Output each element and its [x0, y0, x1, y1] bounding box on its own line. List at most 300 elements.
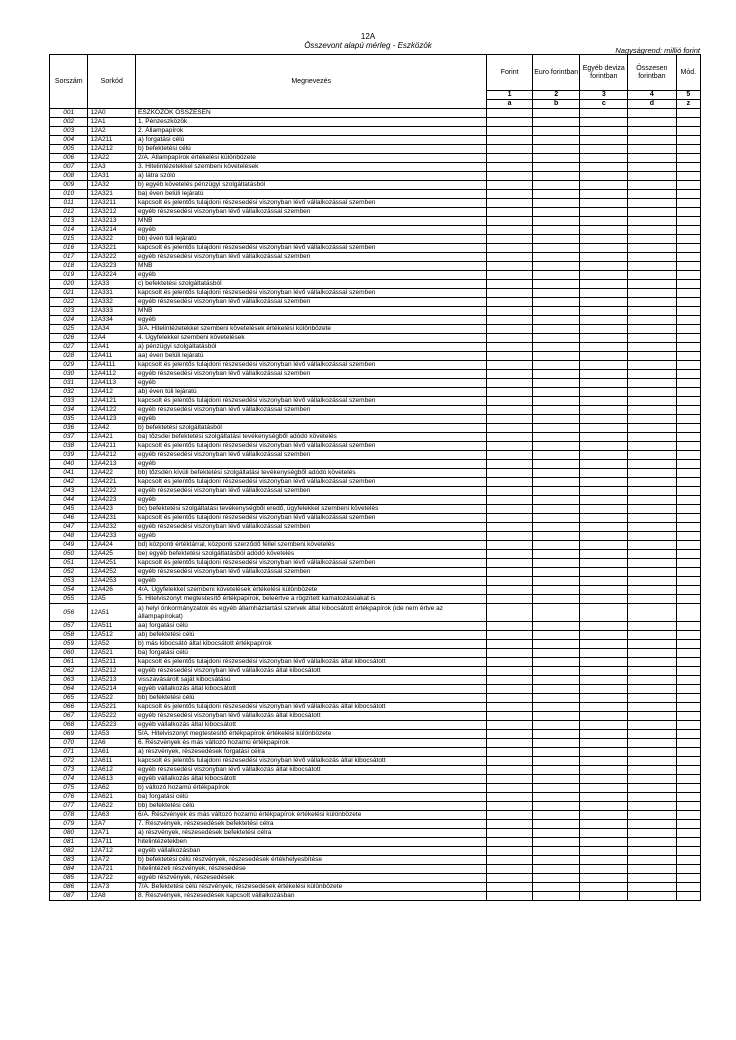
value-cell-mod[interactable] — [676, 811, 700, 820]
value-cell-deviza[interactable] — [580, 847, 628, 856]
value-cell-euro[interactable] — [532, 658, 580, 667]
value-cell-euro[interactable] — [532, 289, 580, 298]
value-cell-deviza[interactable] — [580, 379, 628, 388]
value-cell-mod[interactable] — [676, 640, 700, 649]
value-cell-euro[interactable] — [532, 649, 580, 658]
value-cell-deviza[interactable] — [580, 145, 628, 154]
value-cell-deviza[interactable] — [580, 865, 628, 874]
value-cell-mod[interactable] — [676, 649, 700, 658]
value-cell-euro[interactable] — [532, 604, 580, 622]
value-cell-euro[interactable] — [532, 676, 580, 685]
value-cell-euro[interactable] — [532, 478, 580, 487]
value-cell-deviza[interactable] — [580, 532, 628, 541]
value-cell-euro[interactable] — [532, 550, 580, 559]
value-cell-osszesen[interactable] — [628, 550, 677, 559]
value-cell-osszesen[interactable] — [628, 307, 677, 316]
value-cell-deviza[interactable] — [580, 784, 628, 793]
value-cell-deviza[interactable] — [580, 469, 628, 478]
value-cell-euro[interactable] — [532, 379, 580, 388]
value-cell-deviza[interactable] — [580, 523, 628, 532]
value-cell-osszesen[interactable] — [628, 757, 677, 766]
value-cell-osszesen[interactable] — [628, 739, 677, 748]
value-cell-deviza[interactable] — [580, 595, 628, 604]
value-cell-forint[interactable] — [487, 883, 533, 892]
value-cell-forint[interactable] — [487, 487, 533, 496]
value-cell-mod[interactable] — [676, 370, 700, 379]
value-cell-euro[interactable] — [532, 109, 580, 118]
value-cell-mod[interactable] — [676, 595, 700, 604]
value-cell-mod[interactable] — [676, 892, 700, 901]
value-cell-osszesen[interactable] — [628, 334, 677, 343]
value-cell-mod[interactable] — [676, 586, 700, 595]
value-cell-mod[interactable] — [676, 631, 700, 640]
value-cell-osszesen[interactable] — [628, 847, 677, 856]
value-cell-mod[interactable] — [676, 568, 700, 577]
value-cell-euro[interactable] — [532, 775, 580, 784]
value-cell-mod[interactable] — [676, 361, 700, 370]
value-cell-deviza[interactable] — [580, 433, 628, 442]
value-cell-osszesen[interactable] — [628, 622, 677, 631]
value-cell-mod[interactable] — [676, 208, 700, 217]
value-cell-euro[interactable] — [532, 361, 580, 370]
value-cell-osszesen[interactable] — [628, 298, 677, 307]
value-cell-deviza[interactable] — [580, 694, 628, 703]
value-cell-osszesen[interactable] — [628, 415, 677, 424]
value-cell-osszesen[interactable] — [628, 496, 677, 505]
value-cell-mod[interactable] — [676, 127, 700, 136]
value-cell-deviza[interactable] — [580, 685, 628, 694]
value-cell-deviza[interactable] — [580, 667, 628, 676]
value-cell-osszesen[interactable] — [628, 604, 677, 622]
value-cell-mod[interactable] — [676, 829, 700, 838]
value-cell-mod[interactable] — [676, 397, 700, 406]
value-cell-euro[interactable] — [532, 460, 580, 469]
value-cell-forint[interactable] — [487, 577, 533, 586]
value-cell-forint[interactable] — [487, 793, 533, 802]
value-cell-osszesen[interactable] — [628, 775, 677, 784]
value-cell-forint[interactable] — [487, 181, 533, 190]
value-cell-osszesen[interactable] — [628, 280, 677, 289]
value-cell-osszesen[interactable] — [628, 676, 677, 685]
value-cell-mod[interactable] — [676, 136, 700, 145]
value-cell-deviza[interactable] — [580, 181, 628, 190]
value-cell-deviza[interactable] — [580, 361, 628, 370]
value-cell-mod[interactable] — [676, 451, 700, 460]
value-cell-mod[interactable] — [676, 478, 700, 487]
value-cell-forint[interactable] — [487, 676, 533, 685]
value-cell-deviza[interactable] — [580, 514, 628, 523]
value-cell-forint[interactable] — [487, 649, 533, 658]
value-cell-forint[interactable] — [487, 802, 533, 811]
value-cell-osszesen[interactable] — [628, 532, 677, 541]
value-cell-euro[interactable] — [532, 163, 580, 172]
value-cell-mod[interactable] — [676, 712, 700, 721]
value-cell-forint[interactable] — [487, 280, 533, 289]
value-cell-euro[interactable] — [532, 433, 580, 442]
value-cell-osszesen[interactable] — [628, 181, 677, 190]
value-cell-forint[interactable] — [487, 316, 533, 325]
value-cell-deviza[interactable] — [580, 631, 628, 640]
value-cell-deviza[interactable] — [580, 118, 628, 127]
value-cell-euro[interactable] — [532, 622, 580, 631]
value-cell-deviza[interactable] — [580, 658, 628, 667]
value-cell-forint[interactable] — [487, 892, 533, 901]
value-cell-mod[interactable] — [676, 487, 700, 496]
value-cell-deviza[interactable] — [580, 109, 628, 118]
value-cell-euro[interactable] — [532, 802, 580, 811]
value-cell-forint[interactable] — [487, 838, 533, 847]
value-cell-mod[interactable] — [676, 496, 700, 505]
value-cell-euro[interactable] — [532, 784, 580, 793]
value-cell-euro[interactable] — [532, 856, 580, 865]
value-cell-osszesen[interactable] — [628, 766, 677, 775]
value-cell-deviza[interactable] — [580, 748, 628, 757]
value-cell-osszesen[interactable] — [628, 118, 677, 127]
value-cell-deviza[interactable] — [580, 757, 628, 766]
value-cell-osszesen[interactable] — [628, 325, 677, 334]
value-cell-forint[interactable] — [487, 523, 533, 532]
value-cell-mod[interactable] — [676, 190, 700, 199]
value-cell-forint[interactable] — [487, 739, 533, 748]
value-cell-euro[interactable] — [532, 244, 580, 253]
value-cell-deviza[interactable] — [580, 316, 628, 325]
value-cell-euro[interactable] — [532, 685, 580, 694]
value-cell-deviza[interactable] — [580, 874, 628, 883]
value-cell-forint[interactable] — [487, 712, 533, 721]
value-cell-forint[interactable] — [487, 631, 533, 640]
value-cell-osszesen[interactable] — [628, 154, 677, 163]
value-cell-mod[interactable] — [676, 406, 700, 415]
value-cell-deviza[interactable] — [580, 253, 628, 262]
value-cell-forint[interactable] — [487, 730, 533, 739]
value-cell-osszesen[interactable] — [628, 865, 677, 874]
value-cell-euro[interactable] — [532, 199, 580, 208]
value-cell-mod[interactable] — [676, 352, 700, 361]
value-cell-mod[interactable] — [676, 289, 700, 298]
value-cell-forint[interactable] — [487, 145, 533, 154]
value-cell-osszesen[interactable] — [628, 388, 677, 397]
value-cell-osszesen[interactable] — [628, 793, 677, 802]
value-cell-mod[interactable] — [676, 559, 700, 568]
value-cell-osszesen[interactable] — [628, 442, 677, 451]
value-cell-euro[interactable] — [532, 595, 580, 604]
value-cell-osszesen[interactable] — [628, 748, 677, 757]
value-cell-mod[interactable] — [676, 280, 700, 289]
value-cell-forint[interactable] — [487, 478, 533, 487]
value-cell-osszesen[interactable] — [628, 883, 677, 892]
value-cell-osszesen[interactable] — [628, 595, 677, 604]
value-cell-deviza[interactable] — [580, 712, 628, 721]
value-cell-mod[interactable] — [676, 703, 700, 712]
value-cell-forint[interactable] — [487, 640, 533, 649]
value-cell-osszesen[interactable] — [628, 586, 677, 595]
value-cell-osszesen[interactable] — [628, 217, 677, 226]
value-cell-deviza[interactable] — [580, 577, 628, 586]
value-cell-osszesen[interactable] — [628, 127, 677, 136]
value-cell-euro[interactable] — [532, 118, 580, 127]
value-cell-mod[interactable] — [676, 856, 700, 865]
value-cell-mod[interactable] — [676, 118, 700, 127]
value-cell-deviza[interactable] — [580, 820, 628, 829]
value-cell-osszesen[interactable] — [628, 406, 677, 415]
value-cell-osszesen[interactable] — [628, 451, 677, 460]
value-cell-mod[interactable] — [676, 244, 700, 253]
value-cell-mod[interactable] — [676, 379, 700, 388]
value-cell-forint[interactable] — [487, 685, 533, 694]
value-cell-forint[interactable] — [487, 424, 533, 433]
value-cell-osszesen[interactable] — [628, 253, 677, 262]
value-cell-deviza[interactable] — [580, 541, 628, 550]
value-cell-deviza[interactable] — [580, 415, 628, 424]
value-cell-deviza[interactable] — [580, 289, 628, 298]
value-cell-euro[interactable] — [532, 865, 580, 874]
value-cell-euro[interactable] — [532, 298, 580, 307]
value-cell-euro[interactable] — [532, 757, 580, 766]
value-cell-mod[interactable] — [676, 658, 700, 667]
value-cell-euro[interactable] — [532, 703, 580, 712]
value-cell-forint[interactable] — [487, 397, 533, 406]
value-cell-osszesen[interactable] — [628, 685, 677, 694]
value-cell-deviza[interactable] — [580, 604, 628, 622]
value-cell-euro[interactable] — [532, 631, 580, 640]
value-cell-deviza[interactable] — [580, 397, 628, 406]
value-cell-euro[interactable] — [532, 451, 580, 460]
value-cell-euro[interactable] — [532, 793, 580, 802]
value-cell-deviza[interactable] — [580, 649, 628, 658]
value-cell-euro[interactable] — [532, 469, 580, 478]
value-cell-euro[interactable] — [532, 874, 580, 883]
value-cell-mod[interactable] — [676, 334, 700, 343]
value-cell-euro[interactable] — [532, 217, 580, 226]
value-cell-euro[interactable] — [532, 883, 580, 892]
value-cell-deviza[interactable] — [580, 622, 628, 631]
value-cell-forint[interactable] — [487, 442, 533, 451]
value-cell-forint[interactable] — [487, 136, 533, 145]
value-cell-mod[interactable] — [676, 253, 700, 262]
value-cell-forint[interactable] — [487, 568, 533, 577]
value-cell-euro[interactable] — [532, 541, 580, 550]
value-cell-mod[interactable] — [676, 226, 700, 235]
value-cell-osszesen[interactable] — [628, 361, 677, 370]
value-cell-euro[interactable] — [532, 325, 580, 334]
value-cell-forint[interactable] — [487, 541, 533, 550]
value-cell-deviza[interactable] — [580, 244, 628, 253]
value-cell-euro[interactable] — [532, 514, 580, 523]
value-cell-forint[interactable] — [487, 172, 533, 181]
value-cell-mod[interactable] — [676, 199, 700, 208]
value-cell-forint[interactable] — [487, 127, 533, 136]
value-cell-deviza[interactable] — [580, 334, 628, 343]
value-cell-mod[interactable] — [676, 802, 700, 811]
value-cell-forint[interactable] — [487, 244, 533, 253]
value-cell-osszesen[interactable] — [628, 109, 677, 118]
value-cell-mod[interactable] — [676, 721, 700, 730]
value-cell-euro[interactable] — [532, 343, 580, 352]
value-cell-mod[interactable] — [676, 109, 700, 118]
value-cell-deviza[interactable] — [580, 676, 628, 685]
value-cell-forint[interactable] — [487, 550, 533, 559]
value-cell-mod[interactable] — [676, 298, 700, 307]
value-cell-osszesen[interactable] — [628, 802, 677, 811]
value-cell-forint[interactable] — [487, 586, 533, 595]
value-cell-euro[interactable] — [532, 523, 580, 532]
value-cell-deviza[interactable] — [580, 838, 628, 847]
value-cell-deviza[interactable] — [580, 505, 628, 514]
value-cell-osszesen[interactable] — [628, 226, 677, 235]
value-cell-mod[interactable] — [676, 271, 700, 280]
value-cell-euro[interactable] — [532, 415, 580, 424]
value-cell-deviza[interactable] — [580, 307, 628, 316]
value-cell-mod[interactable] — [676, 739, 700, 748]
value-cell-deviza[interactable] — [580, 703, 628, 712]
value-cell-forint[interactable] — [487, 451, 533, 460]
value-cell-mod[interactable] — [676, 577, 700, 586]
value-cell-osszesen[interactable] — [628, 838, 677, 847]
value-cell-euro[interactable] — [532, 181, 580, 190]
value-cell-deviza[interactable] — [580, 154, 628, 163]
value-cell-mod[interactable] — [676, 874, 700, 883]
value-cell-euro[interactable] — [532, 226, 580, 235]
value-cell-mod[interactable] — [676, 838, 700, 847]
value-cell-deviza[interactable] — [580, 370, 628, 379]
value-cell-forint[interactable] — [487, 154, 533, 163]
value-cell-deviza[interactable] — [580, 199, 628, 208]
value-cell-mod[interactable] — [676, 676, 700, 685]
value-cell-forint[interactable] — [487, 415, 533, 424]
value-cell-osszesen[interactable] — [628, 505, 677, 514]
value-cell-deviza[interactable] — [580, 775, 628, 784]
value-cell-euro[interactable] — [532, 136, 580, 145]
value-cell-euro[interactable] — [532, 370, 580, 379]
value-cell-deviza[interactable] — [580, 487, 628, 496]
value-cell-euro[interactable] — [532, 442, 580, 451]
value-cell-deviza[interactable] — [580, 721, 628, 730]
value-cell-euro[interactable] — [532, 190, 580, 199]
value-cell-deviza[interactable] — [580, 451, 628, 460]
value-cell-osszesen[interactable] — [628, 784, 677, 793]
value-cell-forint[interactable] — [487, 514, 533, 523]
value-cell-forint[interactable] — [487, 325, 533, 334]
value-cell-euro[interactable] — [532, 748, 580, 757]
value-cell-forint[interactable] — [487, 748, 533, 757]
value-cell-euro[interactable] — [532, 388, 580, 397]
value-cell-euro[interactable] — [532, 145, 580, 154]
value-cell-forint[interactable] — [487, 496, 533, 505]
value-cell-deviza[interactable] — [580, 640, 628, 649]
value-cell-deviza[interactable] — [580, 559, 628, 568]
value-cell-euro[interactable] — [532, 721, 580, 730]
value-cell-forint[interactable] — [487, 343, 533, 352]
value-cell-forint[interactable] — [487, 784, 533, 793]
value-cell-osszesen[interactable] — [628, 730, 677, 739]
value-cell-deviza[interactable] — [580, 586, 628, 595]
value-cell-deviza[interactable] — [580, 208, 628, 217]
value-cell-mod[interactable] — [676, 514, 700, 523]
value-cell-euro[interactable] — [532, 208, 580, 217]
value-cell-forint[interactable] — [487, 469, 533, 478]
value-cell-osszesen[interactable] — [628, 190, 677, 199]
value-cell-forint[interactable] — [487, 118, 533, 127]
value-cell-forint[interactable] — [487, 361, 533, 370]
value-cell-mod[interactable] — [676, 316, 700, 325]
value-cell-osszesen[interactable] — [628, 352, 677, 361]
value-cell-forint[interactable] — [487, 253, 533, 262]
value-cell-forint[interactable] — [487, 208, 533, 217]
value-cell-forint[interactable] — [487, 775, 533, 784]
value-cell-osszesen[interactable] — [628, 208, 677, 217]
value-cell-forint[interactable] — [487, 298, 533, 307]
value-cell-euro[interactable] — [532, 505, 580, 514]
value-cell-osszesen[interactable] — [628, 289, 677, 298]
value-cell-deviza[interactable] — [580, 460, 628, 469]
value-cell-mod[interactable] — [676, 163, 700, 172]
value-cell-osszesen[interactable] — [628, 370, 677, 379]
value-cell-forint[interactable] — [487, 865, 533, 874]
value-cell-mod[interactable] — [676, 145, 700, 154]
value-cell-mod[interactable] — [676, 766, 700, 775]
value-cell-mod[interactable] — [676, 775, 700, 784]
value-cell-deviza[interactable] — [580, 226, 628, 235]
value-cell-forint[interactable] — [487, 334, 533, 343]
value-cell-mod[interactable] — [676, 262, 700, 271]
value-cell-forint[interactable] — [487, 460, 533, 469]
value-cell-osszesen[interactable] — [628, 658, 677, 667]
value-cell-mod[interactable] — [676, 865, 700, 874]
value-cell-mod[interactable] — [676, 820, 700, 829]
value-cell-deviza[interactable] — [580, 388, 628, 397]
value-cell-deviza[interactable] — [580, 271, 628, 280]
value-cell-deviza[interactable] — [580, 325, 628, 334]
value-cell-euro[interactable] — [532, 577, 580, 586]
value-cell-mod[interactable] — [676, 730, 700, 739]
value-cell-deviza[interactable] — [580, 298, 628, 307]
value-cell-euro[interactable] — [532, 847, 580, 856]
value-cell-osszesen[interactable] — [628, 460, 677, 469]
value-cell-deviza[interactable] — [580, 829, 628, 838]
value-cell-osszesen[interactable] — [628, 568, 677, 577]
value-cell-forint[interactable] — [487, 820, 533, 829]
value-cell-osszesen[interactable] — [628, 694, 677, 703]
value-cell-forint[interactable] — [487, 190, 533, 199]
value-cell-euro[interactable] — [532, 352, 580, 361]
value-cell-deviza[interactable] — [580, 550, 628, 559]
value-cell-osszesen[interactable] — [628, 271, 677, 280]
value-cell-euro[interactable] — [532, 829, 580, 838]
value-cell-euro[interactable] — [532, 172, 580, 181]
value-cell-euro[interactable] — [532, 271, 580, 280]
value-cell-forint[interactable] — [487, 766, 533, 775]
value-cell-mod[interactable] — [676, 217, 700, 226]
value-cell-forint[interactable] — [487, 433, 533, 442]
value-cell-forint[interactable] — [487, 406, 533, 415]
value-cell-euro[interactable] — [532, 406, 580, 415]
value-cell-mod[interactable] — [676, 424, 700, 433]
value-cell-mod[interactable] — [676, 469, 700, 478]
value-cell-mod[interactable] — [676, 415, 700, 424]
value-cell-forint[interactable] — [487, 352, 533, 361]
value-cell-euro[interactable] — [532, 694, 580, 703]
value-cell-forint[interactable] — [487, 289, 533, 298]
value-cell-euro[interactable] — [532, 235, 580, 244]
value-cell-deviza[interactable] — [580, 136, 628, 145]
value-cell-mod[interactable] — [676, 460, 700, 469]
value-cell-euro[interactable] — [532, 424, 580, 433]
value-cell-mod[interactable] — [676, 748, 700, 757]
value-cell-deviza[interactable] — [580, 793, 628, 802]
value-cell-forint[interactable] — [487, 532, 533, 541]
value-cell-mod[interactable] — [676, 235, 700, 244]
value-cell-euro[interactable] — [532, 262, 580, 271]
